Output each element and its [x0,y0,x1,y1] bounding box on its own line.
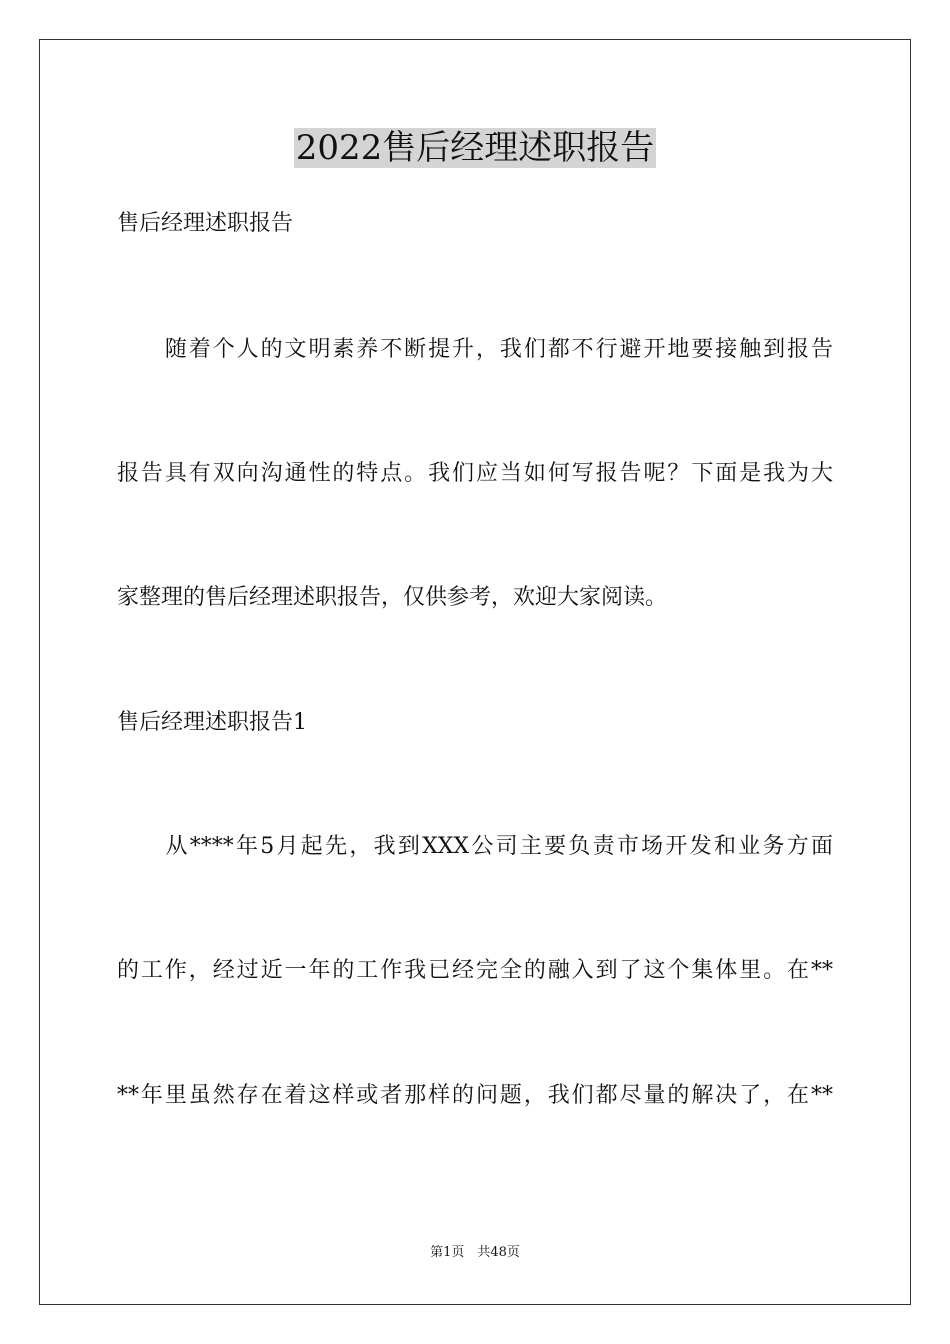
paragraph-line: 的工作，经过近一年的工作我已经完全的融入到了这个集体里。在** [117,958,833,983]
document-title: 2022售后经理述职报告 [295,128,655,168]
paragraph-line: 报告具有双向沟通性的特点。我们应当如何写报告呢？下面是我为大 [117,461,833,486]
section-heading: 售后经理述职报告1 [117,710,307,735]
paragraph-line: 家整理的售后经理述职报告，仅供参考，欢迎大家阅读。 [117,585,668,610]
section-heading: 售后经理述职报告 [117,211,294,236]
paragraph-line: 从****年5月起先，我到XXX公司主要负责市场开发和业务方面 [117,834,833,859]
paragraph-line: 随着个人的文明素养不断提升，我们都不行避开地要接触到报告 [117,337,833,362]
page-number: 第1页 共48页 [430,1245,520,1260]
title-container [0,128,950,168]
paragraph-line: **年里虽然存在着这样或者那样的问题，我们都尽量的解决了，在** [117,1083,833,1108]
page-footer [0,1244,950,1262]
